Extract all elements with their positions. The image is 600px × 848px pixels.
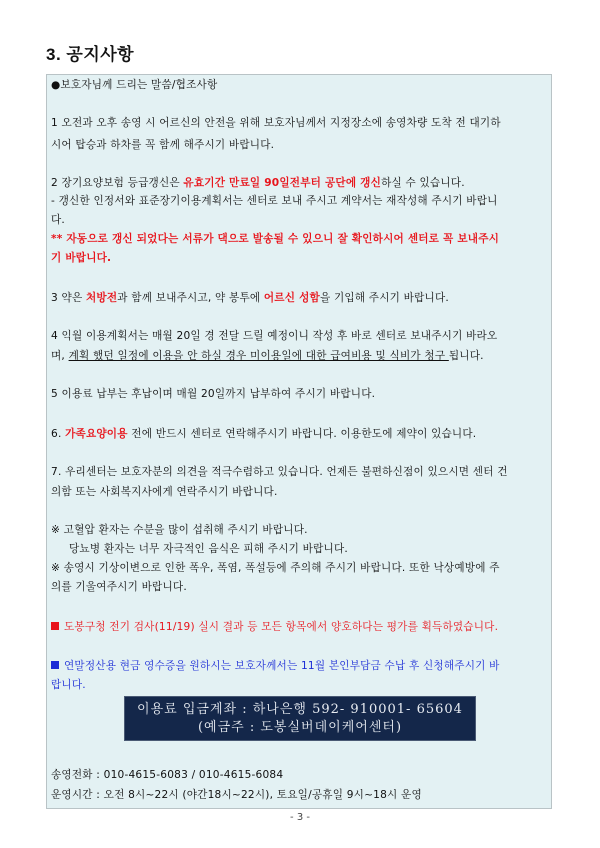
item7-line1: 7. 우리센터는 보호자분의 의견을 적극수렴하고 있습니다. 언제든 불편하신점이 있으시면 센터 건 xyxy=(51,466,508,478)
notice-box xyxy=(46,74,552,809)
item3-part3: 을 기입해 주시기 바랍니다. xyxy=(319,292,449,304)
blue-notice-line1 xyxy=(51,659,547,673)
item6-line xyxy=(51,427,547,441)
item6-prefix: 6. xyxy=(51,428,66,440)
item1-line1: 1 오전과 오후 송영 시 어르신의 안전을 위해 보호자님께서 지정장소에 송영차량 도착 전 대기하 xyxy=(51,117,501,129)
item2-line xyxy=(51,176,547,190)
item4-prefix: 며, xyxy=(51,350,69,362)
red-notice-text: 도봉구청 전기 검사(11/19) 실시 결과 등 모든 항목에서 양호하다는 평가를 획득하였습니다. xyxy=(64,621,499,633)
section-title: 3. 공지사항 xyxy=(46,45,135,64)
health-line3: ※ 송영시 기상이변으로 인한 폭우, 폭염, 폭설등에 주의해 주시기 바랍니다. 또한 낙상예방에 주 xyxy=(51,562,500,574)
item2-sub-line1: - 갱신한 인정서와 표준장기이용계획서는 센터로 보내 주시고 계약서는 재작성해 주시기 바랍니 xyxy=(51,195,498,207)
blue-notice-text: 연말정산용 현금 영수증을 원하시는 보호자께서는 11월 본인부담금 수납 후 신청해주시기 바 xyxy=(64,660,500,672)
item4-underlined: 계획 했던 일정에 이용을 안 하실 경우 미이용일에 대한 급여비용 및 식비가 청구 xyxy=(68,350,449,362)
bank-holder-line: (예금주 : 도봉실버데이케어센터) xyxy=(197,720,403,735)
health-line1: ※ 고혈압 환자는 수분을 많이 섭취해 주시기 바랍니다. xyxy=(51,524,308,536)
red-square-icon xyxy=(51,622,59,630)
red-notice-line xyxy=(51,620,547,634)
item2-sub-line2: 다. xyxy=(51,214,66,226)
item2-suffix: 하실 수 있습니다. xyxy=(381,177,465,189)
bank-account-line: 이용료 입금계좌 : 하나은행 592- 910001- 65604 xyxy=(137,702,463,717)
health-line2: 당뇨병 환자는 너무 자극적인 음식은 피해 주시기 바랍니다. xyxy=(69,543,348,555)
item2-highlight: 유효기간 만료일 90일전부터 공단에 갱신 xyxy=(183,177,382,189)
item4-line2 xyxy=(51,349,547,363)
item6-highlight: 가족요양이용 xyxy=(65,428,128,440)
item3-line xyxy=(51,291,547,305)
bank-account-box xyxy=(124,696,476,741)
item3-part2: 과 함께 보내주시고, 약 봉투에 xyxy=(117,292,264,304)
item1-line2: 시어 탑승과 하차를 꼭 함께 해주시기 바랍니다. xyxy=(51,139,275,151)
blue-notice-line2: 랍니다. xyxy=(51,679,86,691)
item3-highlight-prescription: 처방전 xyxy=(85,292,118,304)
item3-highlight-name: 어르신 성함 xyxy=(263,292,320,304)
blue-square-icon xyxy=(51,661,59,669)
item4-line1: 4 익월 이용계획서는 매월 20일 경 전달 드릴 예정이니 작성 후 바로 센터로 보내주시기 바라오 xyxy=(51,330,498,342)
item4-suffix: 됩니다. xyxy=(448,350,484,362)
item7-line2: 의함 또는 사회복지사에게 연락주시기 바랍니다. xyxy=(51,486,278,498)
contact-hours: 운영시간 : 오전 8시~22시 (야간18시~22시), 토요일/공휴일 9시~18시 운영 xyxy=(51,789,422,801)
page-number: - 3 - xyxy=(290,812,310,823)
contact-phone: 송영전화 : 010-4615-6083 / 010-4615-6084 xyxy=(51,769,284,781)
item2-warn-line2: 기 바랍니다. xyxy=(51,252,112,264)
item5: 5 이용료 납부는 후납이며 매월 20일까지 납부하여 주시기 바랍니다. xyxy=(51,388,376,400)
item6-suffix: 전에 반드시 센터로 연락해주시기 바랍니다. 이용한도에 제약이 있습니다. xyxy=(127,428,477,440)
item3-part1: 3 약은 xyxy=(51,292,86,304)
notice-heading: ●보호자님께 드리는 말씀/협조사항 xyxy=(51,79,218,91)
item2-warn-line1: ** 자동으로 갱신 되었다는 서류가 댁으로 발송될 수 있으니 잘 확인하시어 센터로 꼭 보내주시 xyxy=(51,233,500,245)
item2-prefix: 2 장기요양보험 등급갱신은 xyxy=(51,177,184,189)
health-line4: 의를 기울여주시기 바랍니다. xyxy=(51,581,187,593)
